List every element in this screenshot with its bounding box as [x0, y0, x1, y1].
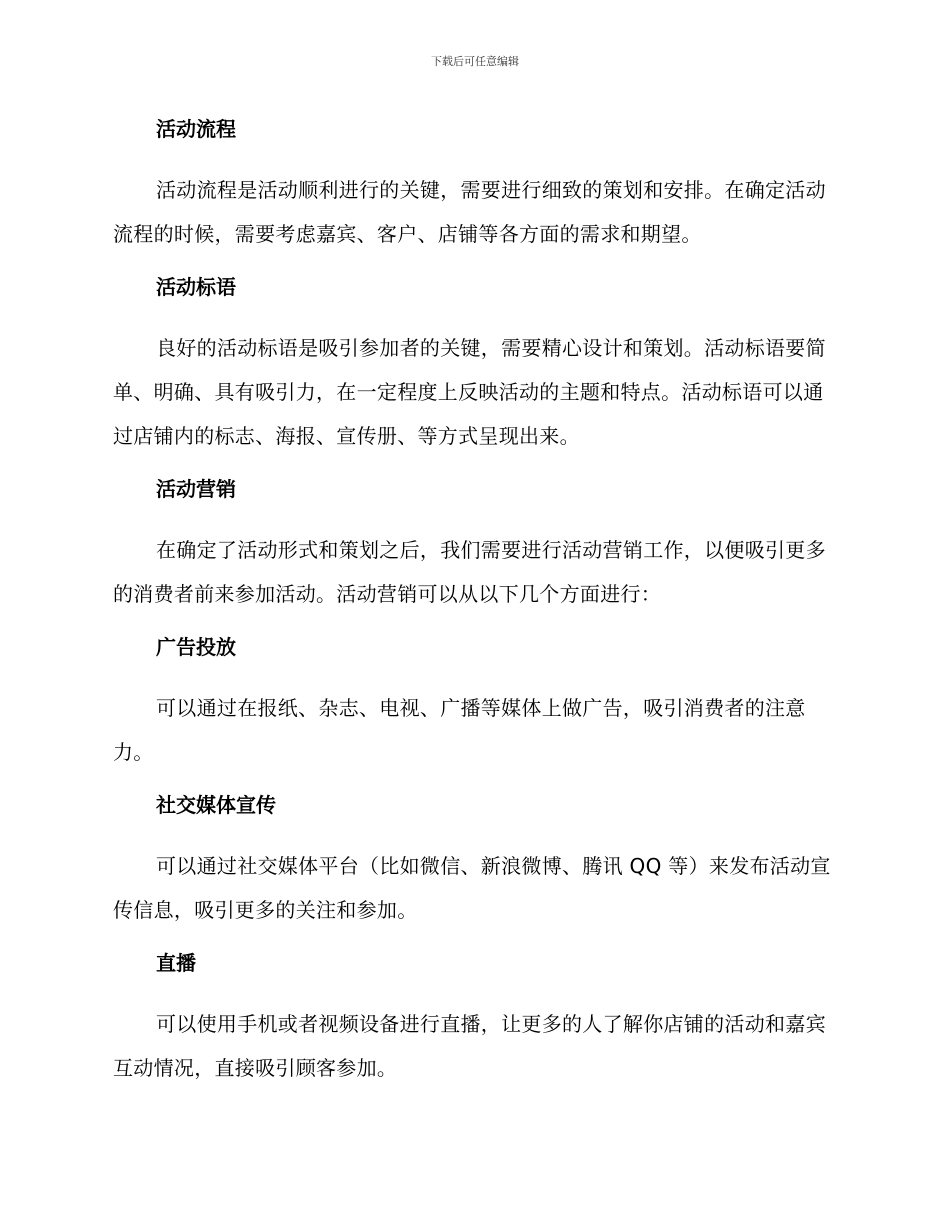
- section-heading-activity-process: 活动流程: [156, 117, 236, 141]
- section-paragraph-activity-marketing: 在确定了活动形式和策划之后，我们需要进行活动营销工作，以便吸引更多的消费者前来参加活动。活动营销可以从以下几个方面进行：: [113, 538, 826, 606]
- section-paragraph-activity-slogan: 良好的活动标语是吸引参加者的关键，需要精心设计和策划。活动标语要简单、明确、具有吸引力，在一定程度上反映活动的主题和特点。活动标语可以通过店铺内的标志、海报、宣传册、等方式呈现出来。: [113, 336, 826, 448]
- section-paragraph-livestream: 可以使用手机或者视频设备进行直播，让更多的人了解你店铺的活动和嘉宾互动情况，直接吸引顾客参加。: [113, 1012, 826, 1080]
- section-paragraph-activity-process: 活动流程是活动顺利进行的关键，需要进行细致的策划和安排。在确定活动流程的时候，需要考虑嘉宾、客户、店铺等各方面的需求和期望。: [113, 178, 826, 246]
- section-paragraph-social-media: 可以通过社交媒体平台（比如微信、新浪微博、腾讯 QQ 等）来发布活动宣传信息，吸引更多的关注和参加。: [113, 854, 831, 922]
- section-heading-social-media: 社交媒体宣传: [156, 793, 276, 817]
- section-heading-livestream: 直播: [156, 951, 196, 975]
- section-heading-advertising: 广告投放: [156, 635, 236, 659]
- section-heading-activity-marketing: 活动营销: [156, 477, 236, 501]
- section-paragraph-advertising: 可以通过在报纸、杂志、电视、广播等媒体上做广告，吸引消费者的注意力。: [113, 696, 806, 764]
- document-body: [113, 112, 837, 1104]
- page-header: 下载后可任意编辑: [431, 55, 519, 68]
- section-heading-activity-slogan: 活动标语: [156, 275, 236, 299]
